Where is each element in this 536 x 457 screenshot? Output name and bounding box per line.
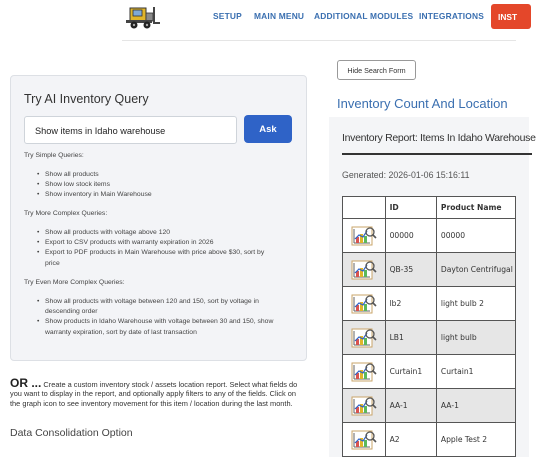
or-label: OR ... bbox=[10, 376, 42, 390]
cell-id: QB-35 bbox=[385, 253, 436, 287]
inventory-graph-icon[interactable] bbox=[343, 292, 385, 316]
simple-queries-heading: Try Simple Queries: bbox=[24, 152, 84, 159]
cell-id: Curtain1 bbox=[385, 355, 436, 389]
inventory-graph-icon[interactable] bbox=[343, 258, 385, 282]
report-page-title: Inventory Count And Location bbox=[337, 96, 508, 111]
simple-queries-list bbox=[37, 170, 152, 201]
cell-id: A2 bbox=[385, 423, 436, 457]
generated-timestamp: Generated: 2026-01-06 15:16:11 bbox=[342, 170, 470, 180]
graph-cell bbox=[343, 253, 386, 287]
subtitle-divider bbox=[342, 153, 532, 155]
data-consolidation-heading: Data Consolidation Option bbox=[10, 427, 133, 439]
cell-id: 00000 bbox=[385, 219, 436, 253]
inventory-graph-icon[interactable] bbox=[343, 224, 385, 248]
query-example[interactable]: • Export to CSV products with warranty expiration in 2026 bbox=[37, 238, 277, 248]
query-example[interactable]: • Show products in Idaho Warehouse with voltage between 30 and 150, show warranty expiration, sort by date of last transaction bbox=[37, 317, 281, 337]
complex-queries-list bbox=[37, 228, 277, 269]
graph-cell bbox=[343, 219, 386, 253]
inventory-graph-icon[interactable] bbox=[343, 326, 385, 350]
graph-cell bbox=[343, 287, 386, 321]
cell-id: lb2 bbox=[385, 287, 436, 321]
install-button[interactable]: INST bbox=[491, 4, 531, 29]
ask-button[interactable]: Ask bbox=[244, 115, 292, 143]
nav-link-integrations[interactable]: INTEGRATIONS bbox=[419, 11, 485, 21]
cell-product-name: 00000 bbox=[436, 219, 515, 253]
table-row bbox=[343, 219, 516, 253]
inventory-graph-icon[interactable] bbox=[343, 428, 385, 452]
graph-cell bbox=[343, 321, 386, 355]
ai-query-input[interactable]: Show items in Idaho warehouse bbox=[24, 116, 237, 144]
column-header-graph bbox=[343, 197, 386, 219]
query-example[interactable]: • Show low stock items bbox=[37, 180, 152, 190]
even-more-complex-queries-heading: Try Even More Complex Queries: bbox=[24, 279, 125, 286]
query-example[interactable]: • Export to PDF products in Main Warehouse with price above $30, sort by price bbox=[37, 248, 277, 268]
top-navigation bbox=[0, 0, 516, 40]
cell-product-name: Dayton Centrifugal bbox=[436, 253, 515, 287]
ai-query-title: Try AI Inventory Query bbox=[24, 92, 149, 106]
inventory-graph-icon[interactable] bbox=[343, 394, 385, 418]
table-row bbox=[343, 355, 516, 389]
report-subtitle: Inventory Report: Items In Idaho Warehouse bbox=[342, 132, 536, 144]
graph-cell bbox=[343, 389, 386, 423]
query-example[interactable]: • Show all products bbox=[37, 170, 152, 180]
cell-product-name: Curtain1 bbox=[436, 355, 515, 389]
custom-report-description bbox=[10, 376, 308, 408]
ai-query-panel bbox=[10, 75, 307, 361]
cell-product-name: AA-1 bbox=[436, 389, 515, 423]
table-row bbox=[343, 423, 516, 457]
cell-product-name: light bulb bbox=[436, 321, 515, 355]
cell-id: AA-1 bbox=[385, 389, 436, 423]
even-more-complex-queries-list bbox=[37, 297, 281, 338]
graph-cell bbox=[343, 423, 386, 457]
nav-link-additional-modules[interactable]: ADDITIONAL MODULES bbox=[314, 11, 414, 21]
complex-queries-heading: Try More Complex Queries: bbox=[24, 210, 108, 217]
nav-link-main-menu[interactable]: MAIN MENU bbox=[254, 11, 305, 21]
table-row bbox=[343, 389, 516, 423]
column-header-id[interactable]: ID bbox=[385, 197, 436, 219]
query-example[interactable]: • Show inventory in Main Warehouse bbox=[37, 190, 152, 200]
query-example[interactable]: • Show all products with voltage between 120 and 150, sort by voltage in descending order bbox=[37, 297, 281, 317]
graph-cell bbox=[343, 355, 386, 389]
table-row bbox=[343, 321, 516, 355]
nav-divider bbox=[122, 40, 516, 41]
forklift-logo-icon[interactable] bbox=[126, 4, 160, 30]
inventory-table bbox=[342, 196, 516, 457]
nav-link-setup[interactable]: SETUP bbox=[213, 11, 242, 21]
cell-product-name: Apple Test 2 bbox=[436, 423, 515, 457]
query-example[interactable]: • Show all products with voltage above 120 bbox=[37, 228, 277, 238]
table-row bbox=[343, 253, 516, 287]
inventory-graph-icon[interactable] bbox=[343, 360, 385, 384]
table-header-row bbox=[343, 197, 516, 219]
custom-report-text: Create a custom inventory stock / assets location report. Select what fields do you want to display in the report, and optionally apply filters to any of the fields. Click on the graph icon to see inventory movement for this item / location during the last month. bbox=[10, 380, 298, 408]
cell-id: LB1 bbox=[385, 321, 436, 355]
table-row bbox=[343, 287, 516, 321]
hide-search-form-button[interactable]: Hide Search Form bbox=[337, 60, 416, 80]
column-header-product-name[interactable]: Product Name bbox=[436, 197, 515, 219]
cell-product-name: light bulb 2 bbox=[436, 287, 515, 321]
